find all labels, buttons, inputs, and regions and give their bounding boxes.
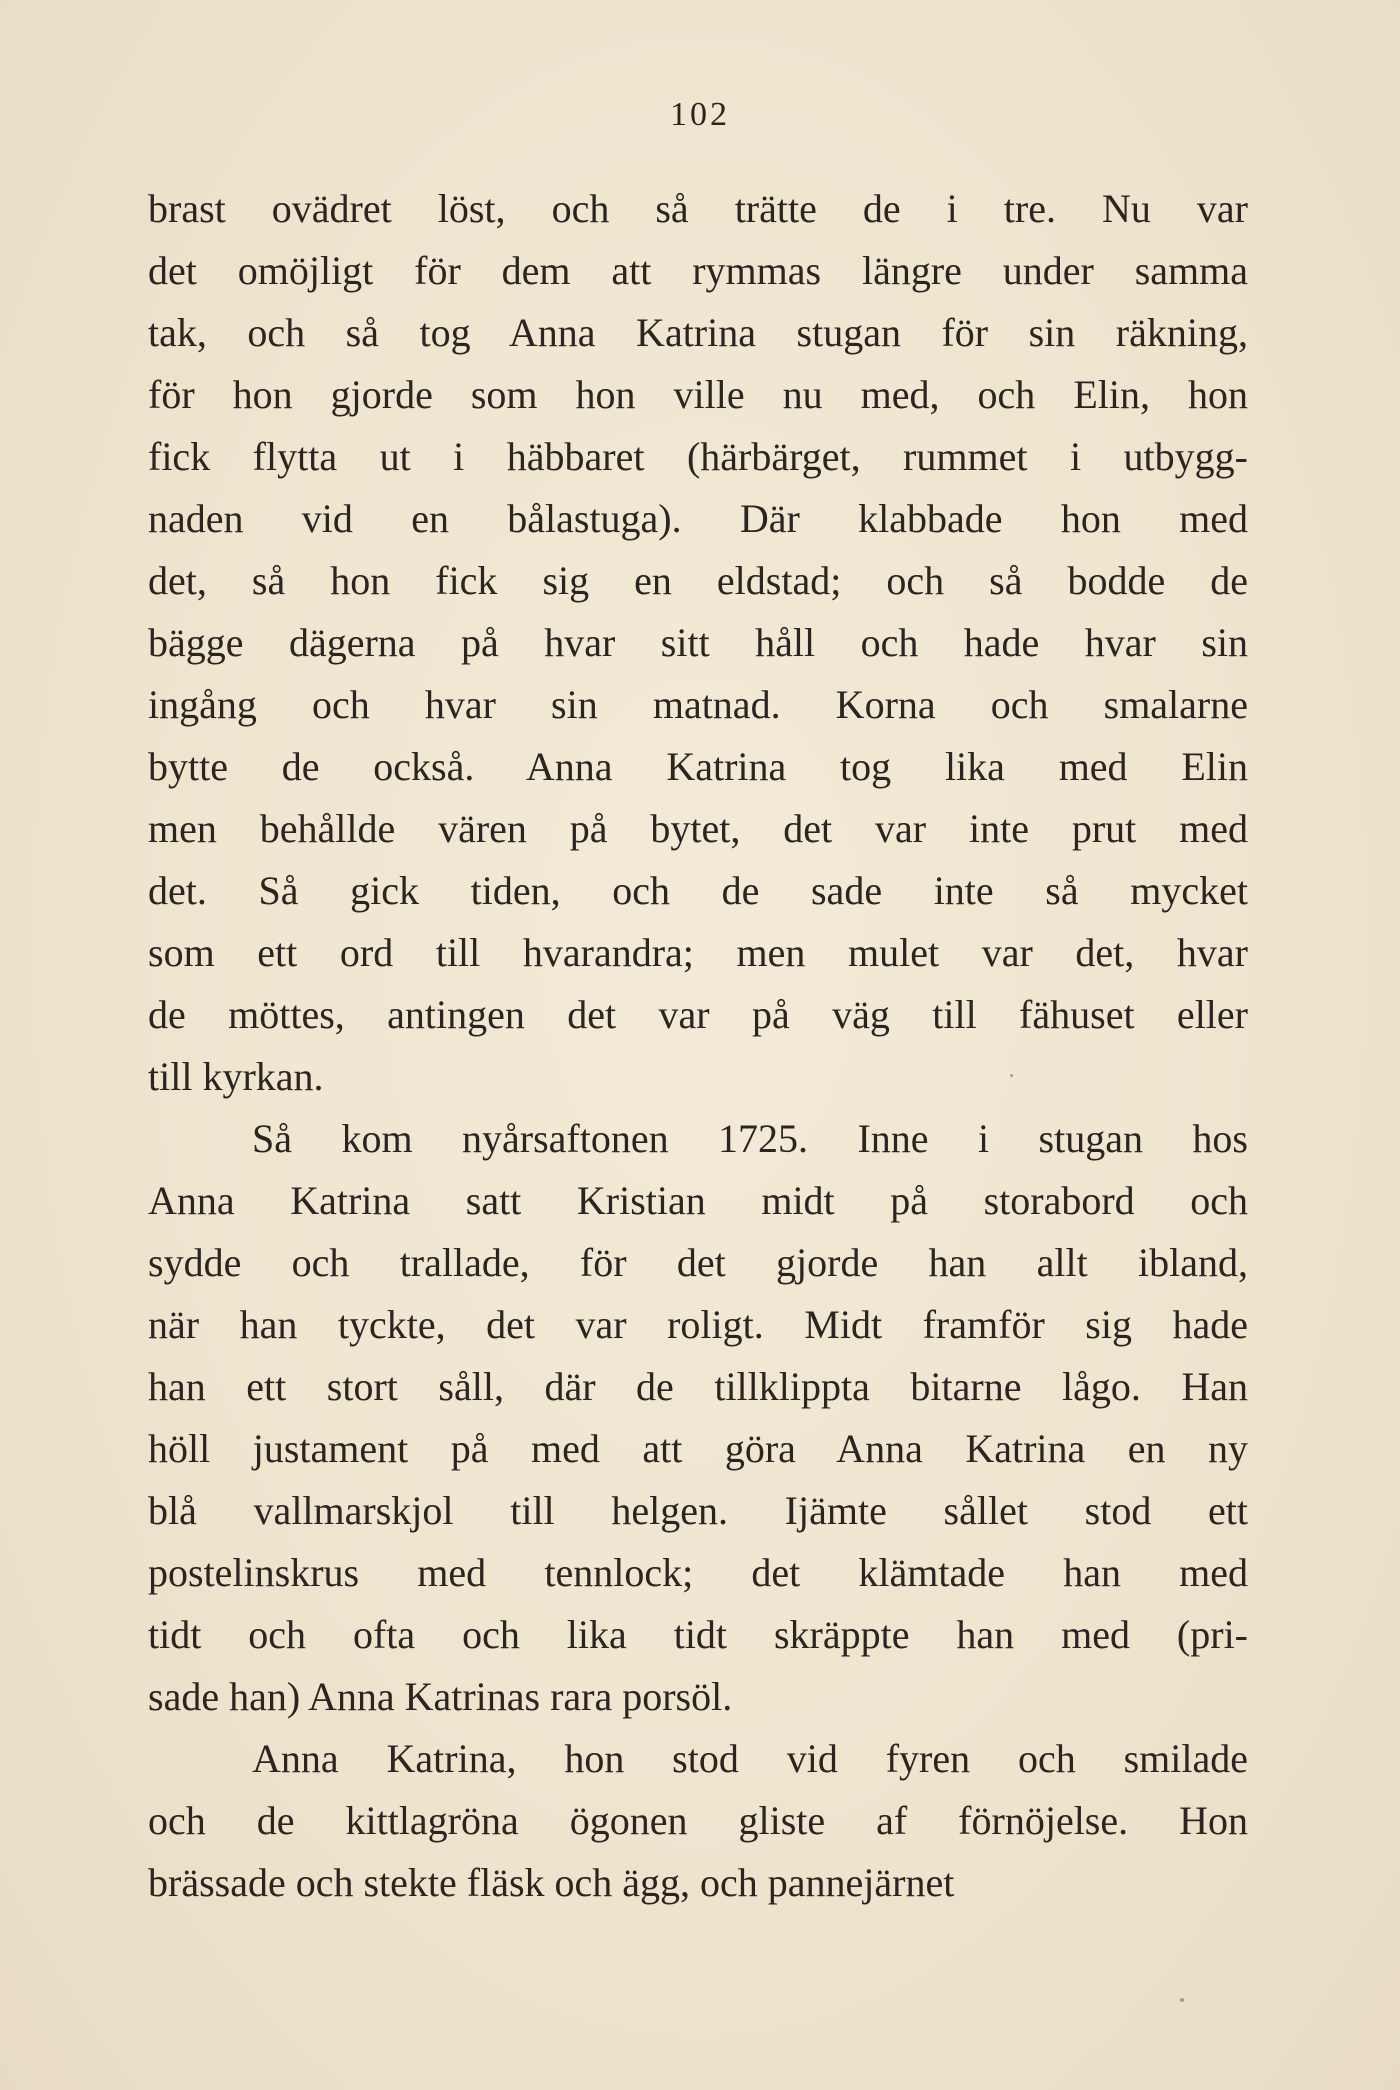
text-line: det omöjligt för dem att rymmas längre under samma (148, 248, 1248, 293)
paper-speck (1010, 1074, 1013, 1077)
text-line: när han tyckte, det var roligt. Midt framför sig hade (148, 1302, 1248, 1347)
text-line: Så kom nyårsaftonen 1725. Inne i stugan hos (252, 1116, 1248, 1161)
text-line: Anna Katrina, hon stod vid fyren och smilade (252, 1736, 1248, 1781)
text-line: han ett stort såll, där de tillklippta bitarne lågo. Han (148, 1364, 1248, 1409)
text-line: brässade och stekte fläsk och ägg, och pannejärnet (148, 1860, 955, 1905)
paragraph (148, 1728, 1248, 1914)
text-line: de möttes, antingen det var på väg till fähuset eller (148, 992, 1248, 1037)
text-line: och de kittlagröna ögonen gliste af förnöjelse. Hon (148, 1798, 1248, 1843)
text-line: brast ovädret löst, och så trätte de i tre. Nu var (148, 186, 1248, 231)
body-text (148, 178, 1248, 1914)
text-line: till kyrkan. (148, 1054, 324, 1099)
text-line: tidt och ofta och lika tidt skräppte han med (pri- (148, 1612, 1248, 1657)
text-line: för hon gjorde som hon ville nu med, och Elin, hon (148, 372, 1248, 417)
text-line: bägge dägerna på hvar sitt håll och hade hvar sin (148, 620, 1248, 665)
text-line: det, så hon fick sig en eldstad; och så bodde de (148, 558, 1248, 603)
text-line: naden vid en bålastuga). Där klabbade hon med (148, 496, 1248, 541)
paragraph (148, 178, 1248, 1108)
text-line: höll justament på med att göra Anna Katrina en ny (148, 1426, 1248, 1471)
paper-speck (1180, 1998, 1184, 2002)
page-number: 102 (670, 96, 730, 133)
text-line: det. Så gick tiden, och de sade inte så mycket (148, 868, 1248, 913)
text-line: ingång och hvar sin matnad. Korna och smalarne (148, 682, 1248, 727)
text-line: som ett ord till hvarandra; men mulet var det, hvar (148, 930, 1248, 975)
text-line: blå vallmarskjol till helgen. Ijämte sållet stod ett (148, 1488, 1248, 1533)
text-line: postelinskrus med tennlock; det klämtade han med (148, 1550, 1248, 1595)
text-line: tak, och så tog Anna Katrina stugan för sin räkning, (148, 310, 1248, 355)
text-line: men behållde vären på bytet, det var inte prut med (148, 806, 1248, 851)
text-line: fick flytta ut i häbbaret (härbärget, rummet i utbygg- (148, 434, 1248, 479)
text-line: sydde och trallade, för det gjorde han allt ibland, (148, 1240, 1248, 1285)
text-line: sade han) Anna Katrinas rara porsöl. (148, 1674, 733, 1719)
text-line: bytte de också. Anna Katrina tog lika med Elin (148, 744, 1248, 789)
text-line: Anna Katrina satt Kristian midt på storabord och (148, 1178, 1248, 1223)
paragraph (148, 1108, 1248, 1728)
